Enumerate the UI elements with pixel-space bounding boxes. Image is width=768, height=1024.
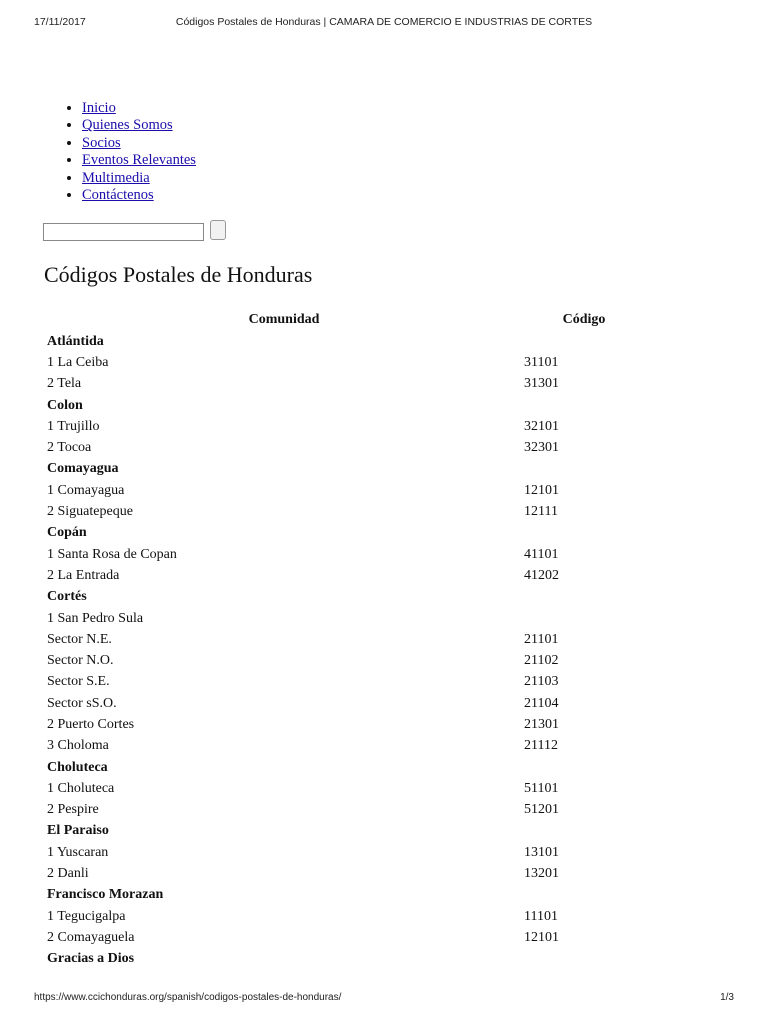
table-row — [44, 565, 644, 586]
postal-code: 21301 — [524, 716, 559, 732]
community-name: 1 Choluteca — [47, 780, 115, 796]
nav-item-eventos — [82, 152, 196, 169]
nav-item-contactenos — [82, 187, 196, 204]
print-header — [34, 16, 734, 32]
table-row — [44, 842, 644, 863]
table-row — [44, 778, 644, 799]
table-row — [44, 800, 644, 821]
table-row — [44, 352, 644, 373]
postal-code — [524, 331, 644, 352]
postal-code: 12111 — [524, 504, 558, 520]
postal-code: 13101 — [524, 844, 559, 860]
table-row — [44, 480, 644, 501]
table-body — [44, 331, 644, 970]
postal-code: 21103 — [524, 674, 559, 690]
nav-link-multimedia[interactable]: Multimedia — [82, 169, 150, 186]
table-row — [44, 608, 644, 629]
community-name: Sector S.E. — [47, 674, 110, 690]
postal-code-table — [44, 309, 644, 970]
region-row — [44, 821, 644, 842]
postal-code — [524, 523, 644, 544]
table-header-row — [44, 309, 644, 331]
postal-code — [524, 395, 644, 416]
nav-item-multimedia — [82, 170, 196, 187]
nav-link-socios[interactable]: Socios — [82, 134, 121, 151]
region-row — [44, 587, 644, 608]
postal-code: 41101 — [524, 546, 559, 562]
table-row — [44, 693, 644, 714]
nav-item-quienes-somos — [82, 117, 196, 134]
table-row — [44, 650, 644, 671]
postal-code: 21101 — [524, 631, 559, 647]
region-row — [44, 331, 644, 352]
community-name: 1 Tegucigalpa — [47, 908, 126, 924]
region-row — [44, 949, 644, 970]
postal-code: 51201 — [524, 802, 559, 818]
table-row — [44, 629, 644, 650]
nav-link-eventos[interactable]: Eventos Relevantes — [82, 152, 196, 169]
nav-link-quienes-somos[interactable]: Quienes Somos — [82, 117, 173, 134]
nav-link-inicio[interactable]: Inicio — [82, 100, 116, 116]
region-row — [44, 523, 644, 544]
region-name: Colon — [47, 397, 83, 413]
postal-code-table-container — [44, 309, 644, 970]
page-title: Códigos Postales de Honduras — [44, 262, 313, 287]
postal-code — [524, 459, 644, 480]
nav-item-socios — [82, 135, 196, 152]
table-row — [44, 736, 644, 757]
print-footer — [34, 992, 734, 1008]
community-name: 1 Trujillo — [47, 418, 100, 434]
table-row — [44, 544, 644, 565]
community-name: 1 Yuscaran — [47, 844, 109, 860]
table-row — [44, 501, 644, 522]
postal-code: 41202 — [524, 567, 559, 583]
postal-code: 31101 — [524, 354, 559, 370]
community-name: 2 Tela — [47, 376, 82, 392]
table-row — [44, 374, 644, 395]
postal-code: 12101 — [524, 482, 559, 498]
postal-code: 13201 — [524, 866, 559, 882]
page-number: 1/3 — [720, 992, 734, 1003]
community-name: 2 Puerto Cortes — [47, 716, 135, 732]
region-row — [44, 757, 644, 778]
print-title: Códigos Postales de Honduras | CAMARA DE COMERCIO E INDUSTRIAS DE CORTES — [175, 16, 593, 28]
postal-code: 21112 — [524, 738, 558, 754]
community-name: 2 Danli — [47, 866, 89, 882]
postal-code — [524, 949, 644, 970]
community-name: 1 La Ceiba — [47, 354, 109, 370]
community-name: 1 Santa Rosa de Copan — [47, 546, 177, 562]
community-name: Sector N.E. — [47, 631, 112, 647]
region-name: Copán — [47, 525, 87, 541]
postal-code: 12101 — [524, 929, 559, 945]
community-name: Sector N.O. — [47, 653, 114, 669]
postal-code — [524, 885, 644, 906]
search-button[interactable] — [210, 220, 226, 240]
postal-code — [524, 821, 644, 842]
community-name: 2 Siguatepeque — [47, 504, 133, 520]
region-name: Comayagua — [47, 461, 119, 477]
print-url: https://www.ccichonduras.org/spanish/codigos-postales-de-honduras/ — [34, 992, 342, 1003]
table-row — [44, 863, 644, 884]
postal-code — [524, 757, 644, 778]
table-row — [44, 927, 644, 948]
community-name: 2 La Entrada — [47, 567, 120, 583]
column-header-codigo: Código — [562, 312, 606, 327]
table-row — [44, 437, 644, 458]
print-date: 17/11/2017 — [34, 16, 86, 28]
region-row — [44, 395, 644, 416]
region-name: Atlántida — [47, 333, 104, 349]
postal-code: 32301 — [524, 440, 559, 456]
postal-code: 32101 — [524, 418, 559, 434]
column-header-comunidad: Comunidad — [248, 312, 320, 327]
region-name: El Paraiso — [47, 823, 109, 839]
search-input[interactable] — [43, 223, 204, 241]
region-name: Gracias a Dios — [47, 951, 135, 967]
community-name: 2 Tocoa — [47, 440, 92, 456]
table-row — [44, 672, 644, 693]
community-name: Sector sS.O. — [47, 695, 117, 711]
postal-code — [524, 608, 644, 629]
region-name: Cortés — [47, 589, 87, 605]
community-name: 3 Choloma — [47, 738, 109, 754]
main-nav — [42, 100, 196, 204]
region-name: Choluteca — [47, 759, 108, 775]
community-name: 2 Pespire — [47, 802, 99, 818]
community-name: 2 Comayaguela — [47, 929, 135, 945]
community-name: 1 San Pedro Sula — [47, 610, 144, 626]
nav-link-contactenos[interactable]: Contáctenos — [82, 187, 154, 204]
postal-code: 21102 — [524, 653, 559, 669]
nav-item-inicio — [82, 100, 196, 117]
postal-code: 31301 — [524, 376, 559, 392]
table-row — [44, 714, 644, 735]
postal-code: 51101 — [524, 780, 559, 796]
postal-code: 21104 — [524, 695, 559, 711]
postal-code — [524, 587, 644, 608]
table-row — [44, 906, 644, 927]
region-name: Francisco Morazan — [47, 887, 164, 903]
region-row — [44, 885, 644, 906]
table-row — [44, 416, 644, 437]
postal-code: 11101 — [524, 908, 558, 924]
community-name: 1 Comayagua — [47, 482, 125, 498]
region-row — [44, 459, 644, 480]
